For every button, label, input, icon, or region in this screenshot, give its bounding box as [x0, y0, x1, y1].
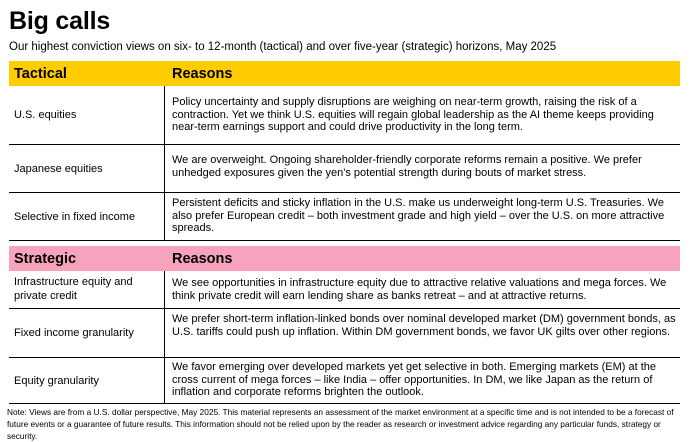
row-label: Equity granularity	[14, 375, 99, 387]
row-reason: We see opportunities in infrastructure equity due to attractive relative valuations and mega forces. We think private credit will earn lending share as banks retreat – and at attractive returns.	[172, 277, 667, 302]
row-reason: Persistent deficits and sticky inflation in the U.S. make us underweight long-term U.S. Treasuries. We also prefer European credit – both investment grade and high yield – over the U.S. on more attractive spreads.	[172, 197, 665, 234]
column-divider	[164, 358, 165, 403]
tactical-header-label: Tactical	[14, 66, 67, 82]
row-label: U.S. equities	[14, 109, 77, 121]
page-subtitle: Our highest conviction views on six- to 12-month (tactical) and over five-year (strategic) horizons, May 2025	[9, 41, 557, 53]
disclaimer-note: Note: Views are from a U.S. dollar perspective, May 2025. This material represents an assessment of the market environment at a specific time and is not intended to be a forecast of future events or a guarantee of future results. This information should not be relied upon by the reader as research or investment advice regarding any particular funds, strategy or security.	[7, 407, 674, 441]
column-divider	[164, 309, 165, 357]
strategic-header-band	[9, 246, 680, 271]
column-divider	[164, 271, 165, 308]
row-label: Selective in fixed income	[14, 211, 136, 223]
row-label: Infrastructure equity and private credit	[14, 276, 133, 302]
column-divider	[164, 86, 165, 144]
row-label: Japanese equities	[14, 163, 103, 175]
strategic-reasons-header: Reasons	[172, 251, 233, 267]
column-divider	[164, 193, 165, 240]
strategic-row-equity	[9, 358, 680, 404]
row-reason: We prefer short-term inflation-linked bonds over nominal developed market (DM) government bonds, as U.S. tariffs could push up inflation. Within DM government bonds, we favor UK gilts over other regions.	[172, 313, 676, 338]
strategic-header-label: Strategic	[14, 251, 77, 267]
row-reason: Policy uncertainty and supply disruptions are weighing on near-term growth, raising the risk of a contraction. Yet we think U.S. equities will regain global leadership as the AI theme keeps providing near-term earnings support and could drive productivity in the long term.	[172, 96, 654, 133]
tactical-row-japanese-equities	[9, 145, 680, 193]
strategic-row-fixed-income	[9, 309, 680, 358]
row-label: Fixed income granularity	[14, 327, 134, 339]
tactical-reasons-header: Reasons	[172, 66, 233, 82]
row-reason: We are overweight. Ongoing shareholder-friendly corporate reforms remain a positive. We prefer unhedged exposures given the yen's potential strength during bouts of market stress.	[172, 154, 642, 179]
column-divider	[164, 145, 165, 192]
row-reason: We favor emerging over developed markets yet get selective in both. Emerging markets (EM) at the cross current of mega forces – like India – offer opportunities. In DM, we like Japan as the return of inflation and corporate reforms brighten the outlook.	[172, 361, 657, 398]
strategic-row-infrastructure	[9, 271, 680, 309]
tactical-row-fixed-income	[9, 193, 680, 241]
tactical-header-band	[9, 61, 680, 86]
page-title: Big calls	[9, 7, 111, 35]
tactical-row-us-equities	[9, 86, 680, 145]
